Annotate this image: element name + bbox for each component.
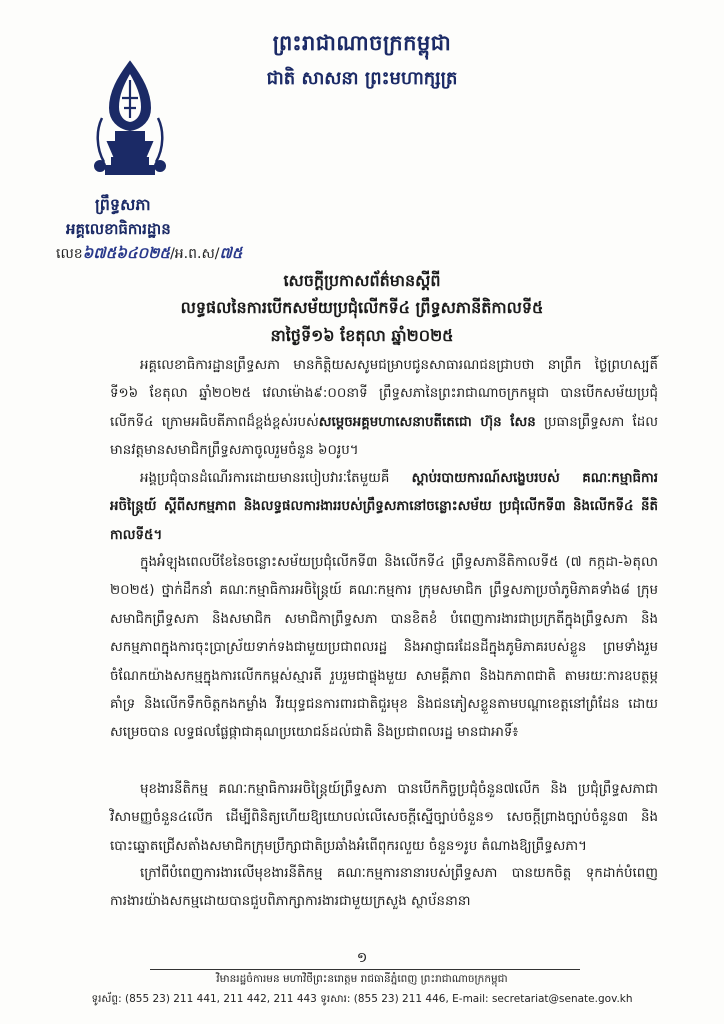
paragraph-1-end: ប្រធានព្រឹទ្ធសភា ដែលមានវត្តមានសមាជិកព្រឹទ្ធសភាចូលរួមចំនួន ៦០រូប។: [110, 414, 658, 459]
institution-name: ព្រឹទ្ធសភា: [95, 195, 151, 214]
ref-handwritten: ៧៥: [219, 244, 243, 262]
paragraph-2-text: អង្គប្រជុំបានដំណើរការដោយមានរបៀបវារៈតែមួយគឺ: [140, 471, 412, 486]
document-title: សេចក្តីប្រកាសព័ត៌មានស្តីពី: [283, 271, 441, 290]
kingdom-name: ព្រះរាជាណាចក្រកម្ពុជា: [272, 31, 452, 55]
ref-prefix: លេខ: [56, 246, 83, 262]
senate-emblem-icon: [88, 58, 172, 178]
document-date: នាថ្ងៃទី១៦ ខែតុលា ឆ្នាំ២០២៥: [270, 326, 454, 345]
footer-contacts: [0, 993, 724, 1008]
paragraph-4: មុខងារនីតិកម្ម គណៈកម្មាធិការអចិន្ត្រៃយ៍ព្រឹទ្ធសភា បានបើកកិច្ចប្រជុំចំនួន៧លើក និង ប្រជុំព្រឹទ្ធសភាជាវិសាមញ្ញចំនួន៤លើក ដើម្បីពិនិត្យហើយឱ្យយោបល់លើសេចក្តីស្នើច្បាប់ចំនួន១ សេចក្តីព្រាងច្បាប់ចំនួន៣ និងបោះឆ្នោតជ្រើសតាំងសមាជិកក្រុមប្រឹក្សាជាតិប្រឆាំងអំពើពុករលួយ ចំនួន១រូប តំណាងឱ្យព្រឹទ្ធសភា។: [110, 782, 658, 854]
paragraph-2: [110, 465, 658, 550]
phone-number: (855 23) 211 441, 211 442, 211 443: [124, 993, 317, 1005]
paragraph-2-bold: ស្តាប់របាយការណ៍សង្ខេបរបស់ គណៈកម្មាធិការអចិន្ត្រៃយ៍ ស្តីពីសកម្មភាព និងលទ្ធផលការងាររបស់ព្រឹទ្ធសភានៅចន្លោះសម័យ ប្រជុំលើកទី៣ និងលើកទី៤ នីតិកាលទី៥។: [110, 471, 658, 543]
ref-number: ៦៧៥៦៤០២៥: [82, 244, 171, 262]
national-motto: ជាតិ សាសនា ព្រះមហាក្សត្រ: [266, 68, 458, 89]
paragraph-5: ក្រៅពីបំពេញការងារលើមុខងារនីតិកម្ម គណៈកម្មការនានារបស់ព្រឹទ្ធសភា បានយកចិត្ត ទុកដាក់បំពេញការងារយ៉ាងសកម្មដោយបានជួបពិភាក្សាការងារជាមួយក្រសួង ស្ថាប័ននានា: [110, 866, 658, 910]
paragraph-3: ក្នុងអំឡុងពេលបីខែនៃចន្លោះសម័យប្រជុំលើកទី៣ និងលើកទី៤ ព្រឹទ្ធសភានីតិកាលទី៥ (៧ កក្កដា-៦តុលា ២០២៥) ថ្នាក់ដឹកនាំ គណៈកម្មាធិការអចិន្ត្រៃយ៍ គណៈកម្មការ ក្រុមសមាជិក ព្រឹទ្ធសភាប្រចាំភូមិភាគទាំង៨ ក្រុមសមាជិកព្រឹទ្ធសភា និងសមាជិក សមាជិកាព្រឹទ្ធសភា បានខិតខំ បំពេញការងារជាប្រក្រតីក្នុងព្រឹទ្ធសភា និងសកម្មភាពក្នុងការចុះប្រាស្រ័យទាក់ទងជាមួយប្រជាពលរដ្ឋ និងអាជ្ញាធរដែនដីក្នុងភូមិភាគរបស់ខ្លួន ព្រមទាំងរួមចំណែកយ៉ាងសកម្មក្នុងការលើកកម្ពស់ស្មារតី រួបរួមជាផ្លុងមួយ សាមគ្គីភាព និងឯកភាពជាតិ តាមរយៈការឧបត្ថម្ភគាំទ្រ និងលើកទឹកចិត្តកងកម្លាំង វីរយុទ្ធជនការពារជាតិជួរមុខ និងជនភៀសខ្លួនតាមបណ្ដាខេត្តនៅព្រំដែន ដោយសម្រេចបាន លទ្ធផលផ្លែផ្កាជាគុណប្រយោជន៍ដល់ជាតិ និងប្រជាពលរដ្ឋ មានជាអាទិ៍៖: [110, 555, 658, 741]
ref-suffix: /អ.ព.ស/: [170, 246, 220, 262]
page-number: ១: [356, 950, 368, 966]
paragraph-1-bold: សម្តេចអគ្គមហាសេនាបតីតេជោ ហ៊ុន សែន: [318, 414, 536, 430]
phone-label: ទូរស័ព្ទ:: [91, 993, 122, 1005]
fax-number: (855 23) 211 446,: [353, 993, 449, 1005]
department-name: អគ្គលេខាធិការដ្ឋាន: [66, 220, 171, 238]
paragraph-1-text: អគ្គលេខាធិការដ្ឋានព្រឹទ្ធសភា មានកិត្តិយសសូមជម្រាបជូនសាធារណជនជ្រាបថា នាព្រឹក ថ្ងៃព្រហស្បតិ៍ ទី១៦ ខែតុលា ឆ្នាំ២០២៥ វេលាម៉ោង៩:០០នាទី ព្រឹទ្ធសភានៃព្រះរាជាណាចក្រកម្ពុជា បានបើកសម័យប្រជុំលើកទី៤ ក្រោមអធិបតីភាពដ៏ខ្ពង់ខ្ពស់របស់: [110, 358, 658, 430]
email-label: E-mail:: [452, 993, 489, 1005]
document-subtitle: លទ្ធផលនៃការបើកសម័យប្រជុំលើកទី៤ ព្រឹទ្ធសភានីតិកាលទី៥: [180, 298, 544, 317]
fax-label: ទូរសារ:: [320, 993, 351, 1005]
footer-divider: [150, 969, 580, 970]
email-address: secretariat@senate.gov.kh: [491, 993, 633, 1005]
footer-address: វិមានរដ្ឋចំការមន មហាវិថីព្រះនរោត្តម រាជធានីភ្នំពេញ ព្រះរាជាណាចក្រកម្ពុជា: [216, 973, 508, 985]
reference-number: [56, 244, 242, 266]
paragraph-1: [110, 352, 658, 466]
